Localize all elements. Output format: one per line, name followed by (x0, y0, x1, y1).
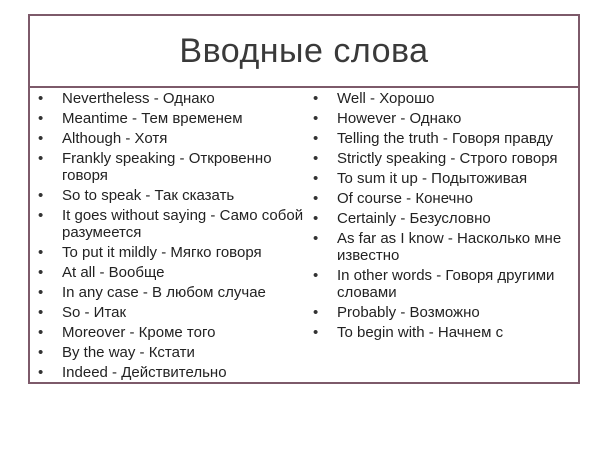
slide-title: Вводные слова (179, 31, 429, 70)
list-item-text: So - Итак (62, 304, 127, 321)
list-item-text: In any case - В любом случае (62, 284, 266, 301)
bullet-icon: • (312, 90, 319, 107)
list-item-text: It goes without saying - Само собой разумеется (62, 207, 304, 241)
list-item-text: Frankly speaking - Откровенно говоря (62, 150, 272, 184)
left-column-list (30, 88, 309, 384)
list-item-text: Well - Хорошо (336, 90, 435, 107)
list-item-text: Probably - Возможно (336, 304, 480, 321)
bullet-icon: • (38, 207, 44, 224)
bullet-icon: • (312, 130, 319, 147)
bullet-icon: • (312, 190, 319, 207)
bullet-icon: • (38, 150, 44, 167)
list-item-text: To put it mildly - Мягко говоря (62, 244, 262, 261)
bullet-icon: • (38, 90, 44, 107)
bullet-icon: • (38, 304, 44, 321)
bullet-icon: • (312, 150, 319, 167)
list-item-text: Meantime - Тем временем (62, 110, 243, 127)
list-item (34, 264, 309, 281)
bullet-icon: • (38, 324, 44, 341)
slide-frame (28, 14, 580, 384)
list-item (34, 244, 309, 261)
list-item (34, 150, 309, 184)
bullet-icon: • (38, 344, 44, 361)
bullet-icon: • (38, 284, 44, 301)
list-item (309, 210, 578, 227)
list-item-text: Moreover - Кроме того (62, 324, 216, 341)
list-item-text: To sum it up - Подытоживая (336, 170, 528, 187)
list-item-text: Of course - Конечно (336, 190, 473, 207)
bullet-icon: • (312, 230, 319, 247)
list-item (34, 364, 309, 381)
bullet-icon: • (38, 110, 44, 127)
bullet-icon: • (312, 210, 319, 227)
list-item (309, 170, 578, 187)
list-item-text: Certainly - Безусловно (336, 210, 491, 227)
list-item-text: Strictly speaking - Строго говоря (336, 150, 558, 167)
bullet-icon: • (312, 304, 319, 321)
list-item-text: However - Однако (336, 110, 462, 127)
list-item (309, 267, 578, 301)
bullet-icon: • (38, 130, 44, 147)
list-item (34, 304, 309, 321)
list-item (34, 90, 309, 107)
bullet-icon: • (312, 110, 319, 127)
list-item (309, 230, 578, 264)
list-item-text: Although - Хотя (62, 130, 168, 147)
list-item (34, 187, 309, 204)
right-column-list (309, 88, 578, 384)
list-item (34, 110, 309, 127)
list-item-text: Telling the truth - Говоря правду (336, 130, 553, 147)
list-item (34, 130, 309, 147)
bullet-icon: • (38, 187, 44, 204)
bullet-icon: • (38, 244, 44, 261)
list-item (34, 284, 309, 301)
list-item-text: So to speak - Так сказать (62, 187, 235, 204)
list-item-text: At all - Вообще (62, 264, 165, 281)
list-item (34, 207, 309, 241)
bullet-icon: • (312, 170, 319, 187)
list-item-text: By the way - Кстати (62, 344, 195, 361)
bullet-icon: • (38, 264, 44, 281)
title-box (30, 16, 578, 88)
list-item-text: Indeed - Действительно (62, 364, 227, 381)
list-item-text: To begin with - Начнем с (336, 324, 504, 341)
list-item-text: Nevertheless - Однако (62, 90, 215, 107)
list-item (309, 130, 578, 147)
bullet-icon: • (38, 364, 44, 381)
columns (30, 88, 578, 384)
list-item (34, 324, 309, 341)
bullet-icon: • (312, 267, 319, 284)
list-item (309, 304, 578, 321)
list-item (34, 344, 309, 361)
bullet-icon: • (312, 324, 319, 341)
list-item (309, 150, 578, 167)
list-item (309, 190, 578, 207)
list-item (309, 110, 578, 127)
list-item-text: In other words - Говоря другими словами (336, 267, 555, 301)
list-item (309, 90, 578, 107)
list-item (309, 324, 578, 341)
list-item-text: As far as I know - Насколько мне известно (336, 230, 562, 264)
